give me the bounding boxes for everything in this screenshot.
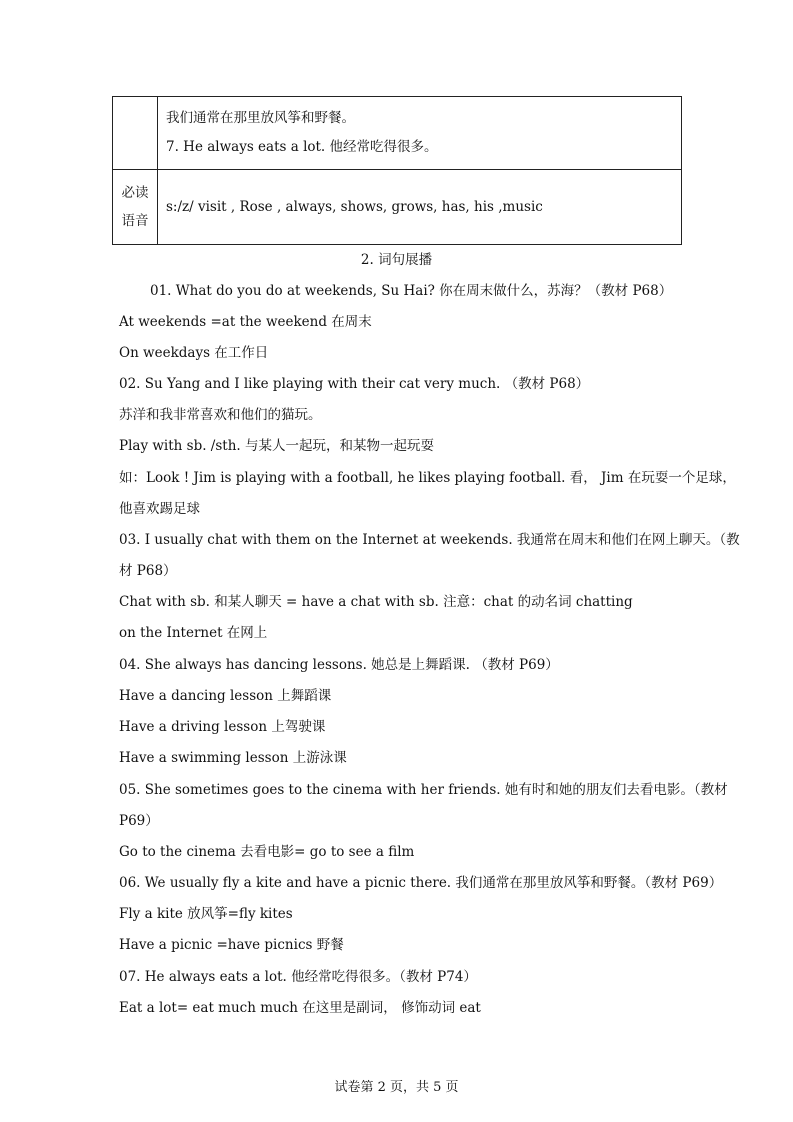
table-row [113,97,682,170]
table-row [113,170,682,245]
label-line: 语音 [121,213,149,229]
text-line: Play with sb. /sth. 与某人一起玩，和某物一起玩耍 [119,438,434,454]
table-label-cell [113,170,158,245]
text-line: 01. What do you do at weekends, Su Hai? 你在周末做什么，苏海？（教材 P68） [150,283,673,299]
section-title: 2. 词句展播 [360,252,433,268]
text-line: Go to the cinema 去看电影= go to see a film [119,844,415,860]
page-footer: 试卷第 2 页，共 5 页 [334,1080,459,1095]
text-line: 苏洋和我非常喜欢和他们的猫玩。 [119,407,322,423]
table-content-cell: s:/z/ visit , Rose , always, shows, grows, has, his ,music [158,170,682,245]
summary-table [112,96,682,245]
text-line: On weekdays 在工作日 [119,345,269,361]
text-line: 材 P68） [119,563,177,579]
text-line: Have a swimming lesson 上游泳课 [119,750,347,766]
text-line: 04. She always has dancing lessons. 她总是上舞蹈课. （教材 P69） [119,657,559,673]
table-line: 我们通常在那里放风筝和野餐。 [166,110,355,126]
label-line: 必读 [121,185,149,201]
table-label-cell [113,97,158,170]
text-line: P69） [119,813,159,829]
text-line: 他喜欢踢足球 [119,501,200,517]
text-line: 05. She sometimes goes to the cinema with her friends. 她有时和她的朋友们去看电影。（教材 [119,782,728,798]
text-line: Have a driving lesson 上驾驶课 [119,719,326,735]
table-line: 7. He always eats a lot. 他经常吃得很多。 [166,139,438,155]
text-line: 07. He always eats a lot. 他经常吃得很多。（教材 P74） [119,969,477,985]
text-line: on the Internet 在网上 [119,625,268,641]
text-line: At weekends =at the weekend 在周末 [119,314,372,330]
text-line: 02. Su Yang and I like playing with their cat very much. （教材 P68） [119,376,590,392]
text-line: 如：Look ! Jim is playing with a football, he likes playing football. 看， Jim 在玩耍一个足球， [119,470,736,486]
text-line: Have a picnic =have picnics 野餐 [119,937,344,953]
table-content-cell [158,97,682,170]
text-line: Eat a lot= eat much much 在这里是副词， 修饰动词 eat [119,1000,481,1016]
text-line: Chat with sb. 和某人聊天 = have a chat with sb. 注意：chat 的动名词 chatting [119,594,633,610]
text-line: 03. I usually chat with them on the Internet at weekends. 我通常在周末和他们在网上聊天。（教 [119,532,740,548]
text-line: Fly a kite 放风筝=fly kites [119,906,293,922]
text-line: 06. We usually fly a kite and have a picnic there. 我们通常在那里放风筝和野餐。（教材 P69） [119,875,723,891]
text-line: Have a dancing lesson 上舞蹈课 [119,688,332,704]
